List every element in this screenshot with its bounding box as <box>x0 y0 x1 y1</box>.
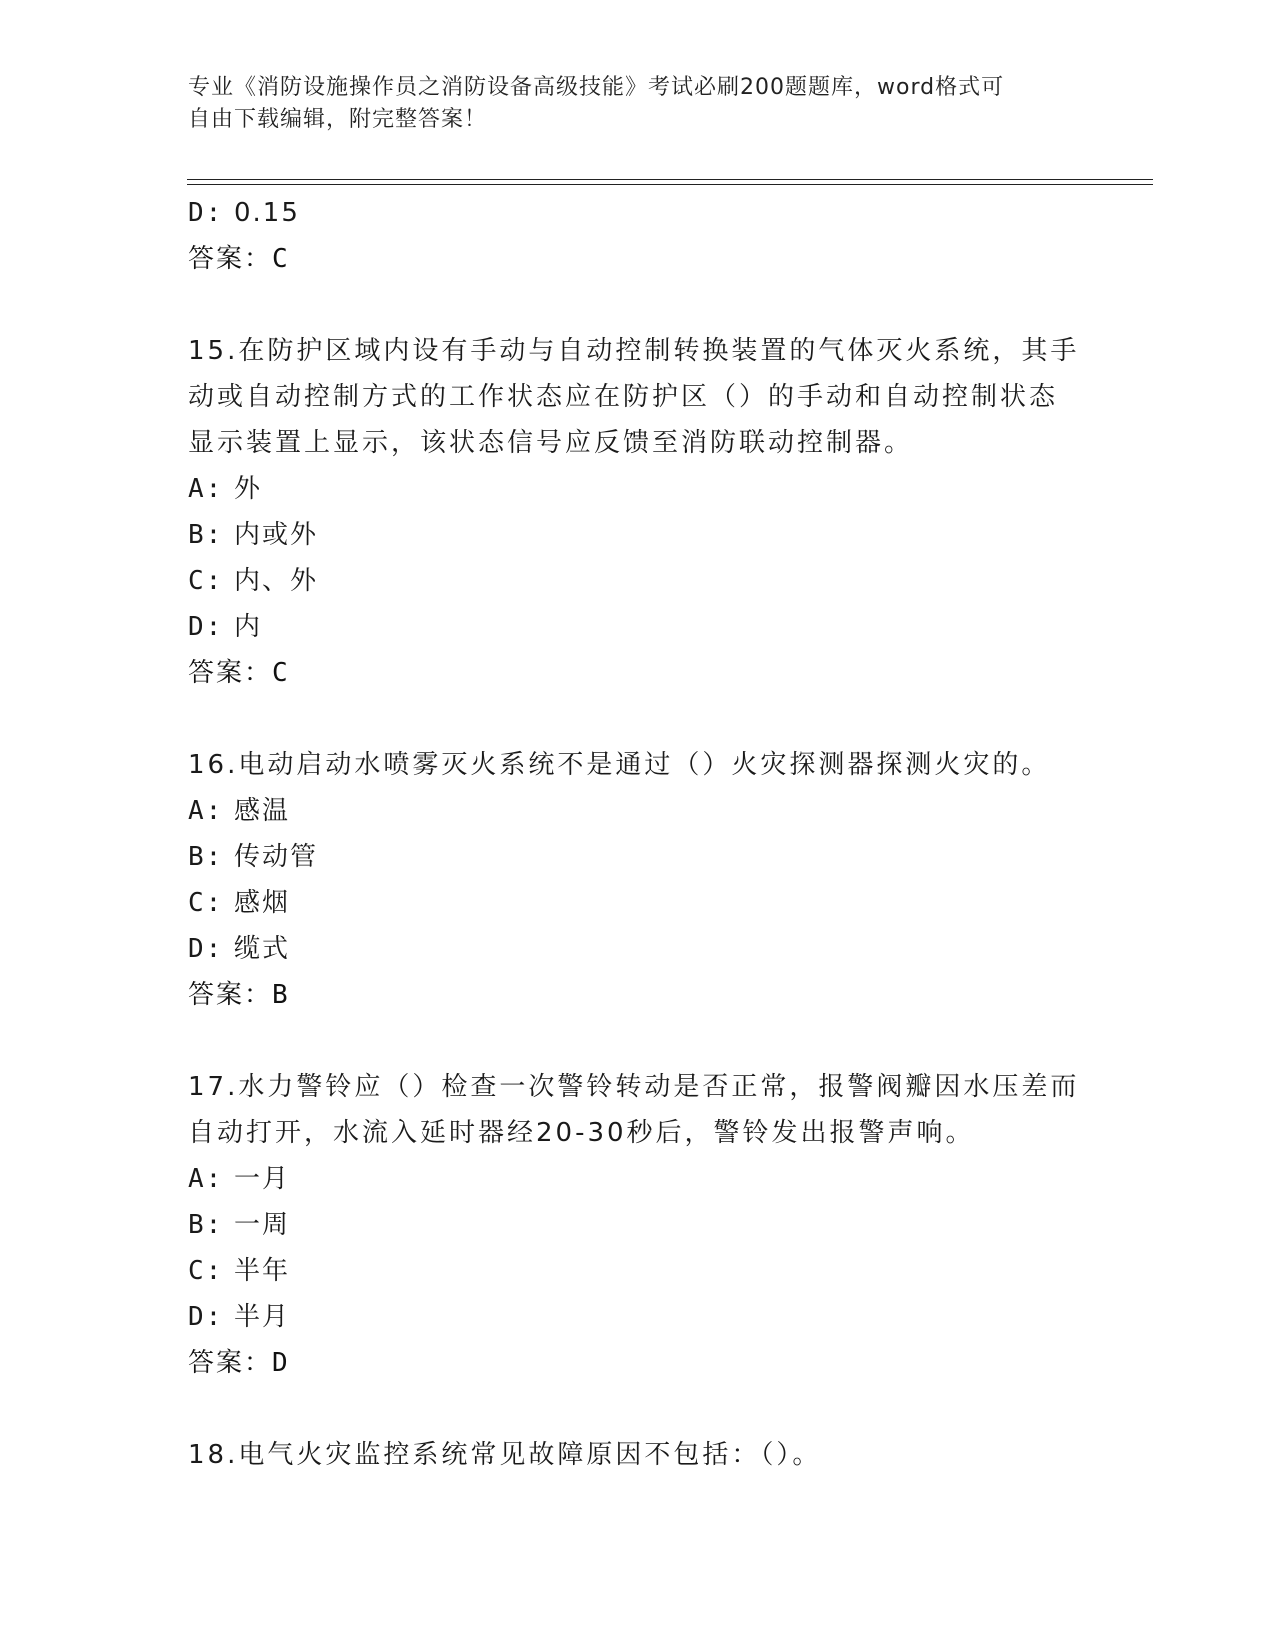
answer-line <box>188 650 1088 696</box>
option-key: D: <box>188 198 224 228</box>
header-line-1: 专业《消防设施操作员之消防设备高级技能》考试必刷200题题库，word格式可 <box>188 75 1005 100</box>
spacer <box>188 1386 1088 1432</box>
option-row <box>188 558 1088 604</box>
answer-value: C <box>272 244 290 274</box>
option-row <box>188 1202 1088 1248</box>
option-text: 半年 <box>234 1256 291 1286</box>
stem-line: 动或自动控制方式的工作状态应在防护区（）的手动和自动控制状态 <box>188 382 1059 412</box>
option-text: 缆式 <box>234 934 291 964</box>
question-stem <box>188 742 1088 788</box>
option-row <box>188 512 1088 558</box>
stem-line: 15.在防护区域内设有手动与自动控制转换装置的气体灭火系统，其手 <box>188 336 1080 366</box>
page-header <box>188 72 1088 136</box>
option-text: 内、外 <box>234 566 319 596</box>
question-stem <box>188 1432 1088 1478</box>
option-text: 感烟 <box>234 888 291 918</box>
option-key: A: <box>188 474 224 504</box>
answer-label: 答案： <box>188 658 273 688</box>
answer-label: 答案： <box>188 980 273 1010</box>
question-15 <box>188 328 1088 696</box>
option-row <box>188 1156 1088 1202</box>
answer-line <box>188 1340 1088 1386</box>
option-text: 内 <box>234 612 263 642</box>
answer-value: C <box>272 658 290 688</box>
spacer <box>188 282 1088 328</box>
stem-line: 18.电气火灾监控系统常见故障原因不包括：（）。 <box>188 1440 822 1470</box>
option-key: B: <box>188 1210 224 1240</box>
option-text: 传动管 <box>234 842 319 872</box>
spacer <box>188 1018 1088 1064</box>
option-row <box>188 604 1088 650</box>
spacer <box>188 696 1088 742</box>
option-key: A: <box>188 1164 224 1194</box>
option-text: 外 <box>234 474 263 504</box>
option-key: C: <box>188 566 224 596</box>
option-text: 半月 <box>234 1302 291 1332</box>
option-row <box>188 880 1088 926</box>
answer-value: D <box>272 1348 290 1378</box>
option-text: 一周 <box>234 1210 291 1240</box>
option-key: B: <box>188 520 224 550</box>
header-rule-top <box>187 179 1153 180</box>
answer-line <box>188 236 1088 282</box>
option-key: A: <box>188 796 224 826</box>
stem-line: 17.水力警铃应（）检查一次警铃转动是否正常，报警阀瓣因水压差而 <box>188 1072 1080 1102</box>
answer-label: 答案： <box>188 244 273 274</box>
question-stem <box>188 328 1088 466</box>
stem-line: 16.电动启动水喷雾灭火系统不是通过（）火灾探测器探测火灾的。 <box>188 750 1051 780</box>
option-row <box>188 190 1088 236</box>
stem-line: 自动打开，水流入延时器经20-30秒后，警铃发出报警声响。 <box>188 1118 975 1148</box>
question-16 <box>188 742 1088 1018</box>
question-18 <box>188 1432 1088 1478</box>
option-key: C: <box>188 1256 224 1286</box>
option-text: 内或外 <box>234 520 319 550</box>
option-row <box>188 1248 1088 1294</box>
option-row <box>188 926 1088 972</box>
option-text: 0.15 <box>234 198 300 228</box>
option-row <box>188 1294 1088 1340</box>
option-row <box>188 834 1088 880</box>
header-rule-bottom <box>187 184 1153 185</box>
question-17 <box>188 1064 1088 1386</box>
stem-line: 显示装置上显示，该状态信号应反馈至消防联动控制器。 <box>188 428 914 458</box>
option-row <box>188 788 1088 834</box>
answer-label: 答案： <box>188 1348 273 1378</box>
option-text: 感温 <box>234 796 291 826</box>
option-key: B: <box>188 842 224 872</box>
option-row <box>188 466 1088 512</box>
option-key: D: <box>188 934 224 964</box>
option-text: 一月 <box>234 1164 291 1194</box>
answer-line <box>188 972 1088 1018</box>
header-line-2: 自由下载编辑，附完整答案！ <box>188 107 488 132</box>
answer-value: B <box>272 980 290 1010</box>
option-key: D: <box>188 1302 224 1332</box>
question-list <box>188 190 1088 1478</box>
option-key: D: <box>188 612 224 642</box>
option-key: C: <box>188 888 224 918</box>
question-stem <box>188 1064 1088 1156</box>
